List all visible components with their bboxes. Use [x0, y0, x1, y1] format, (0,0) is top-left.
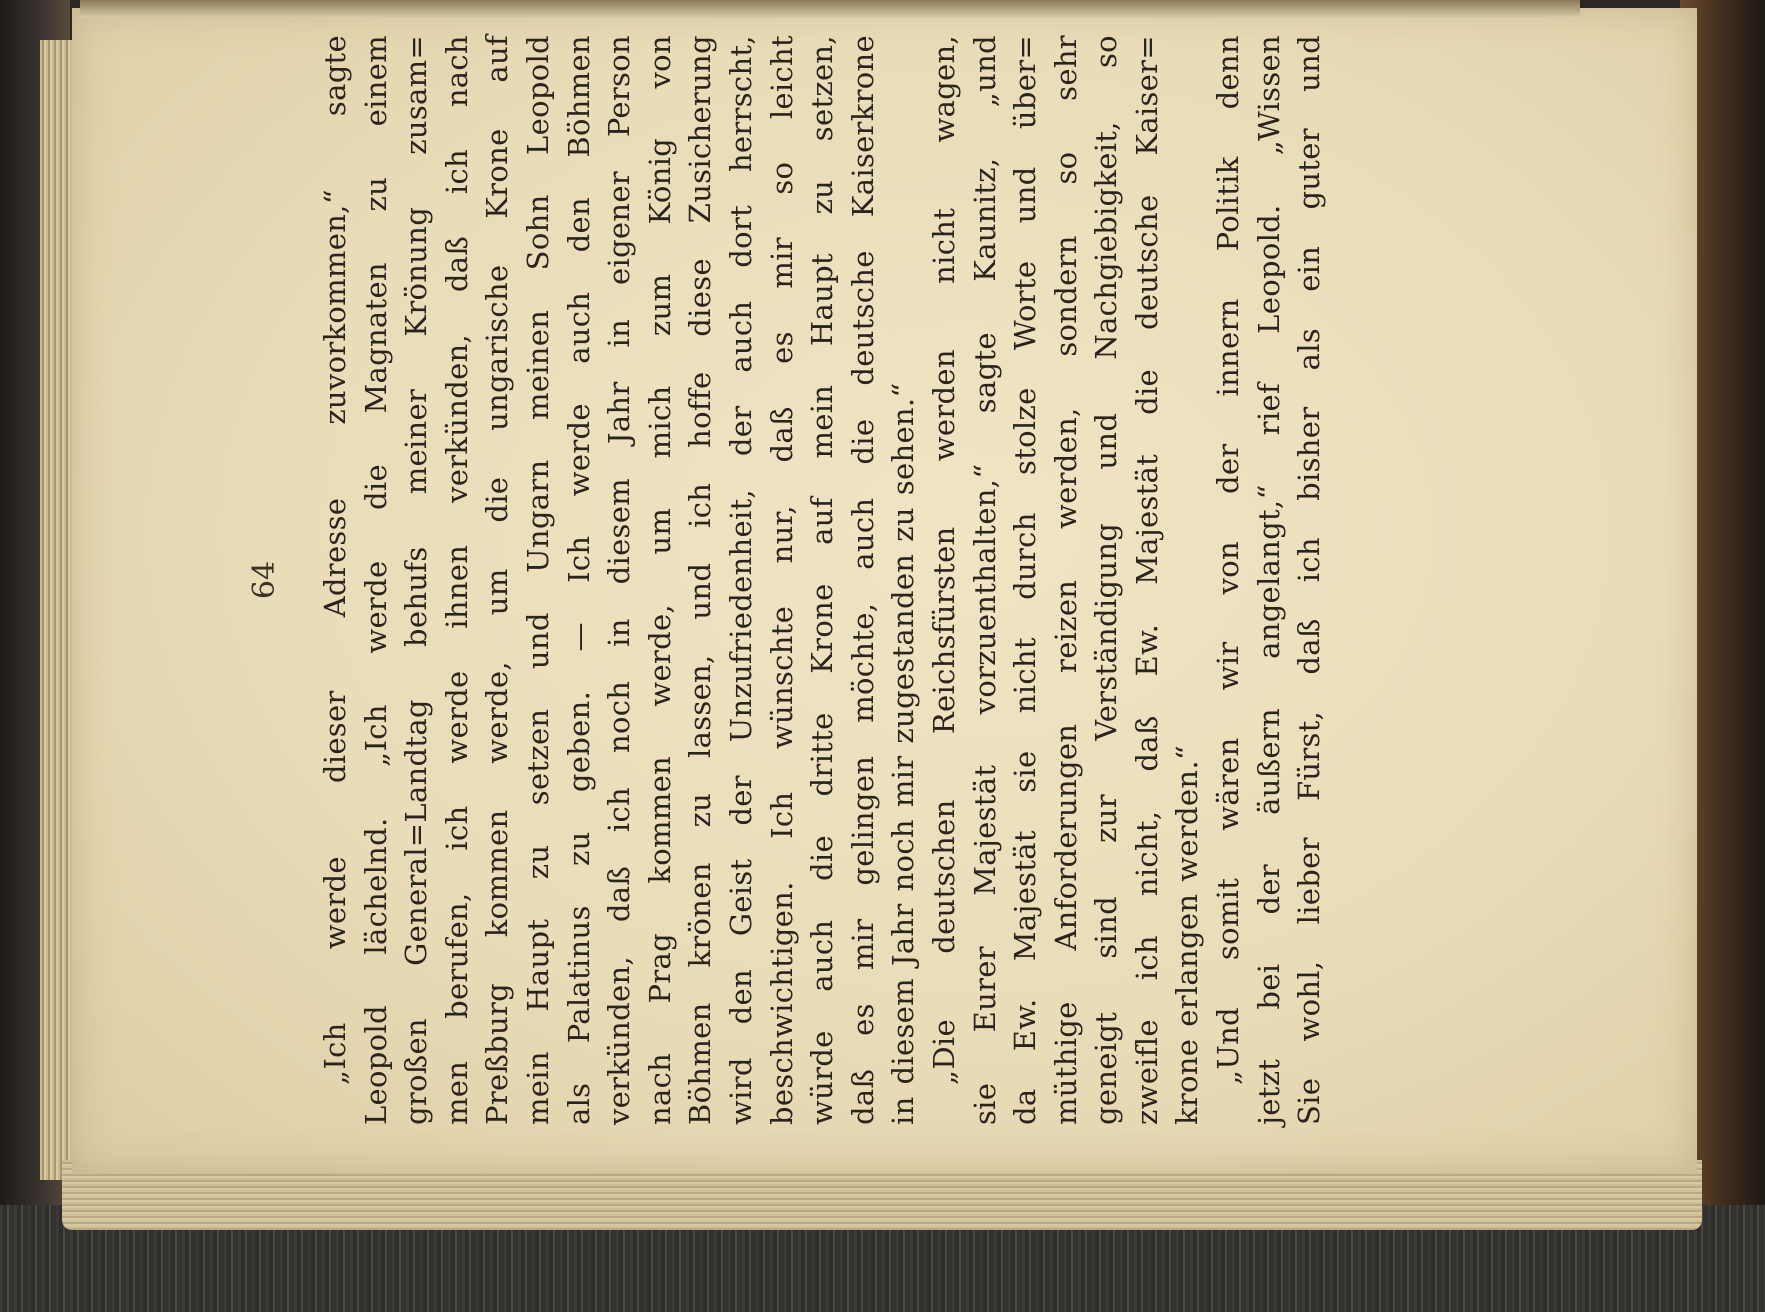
page-top-fold [80, 0, 1580, 18]
text-line: Böhmen krönen zu lassen, und ich hoffe diese Zusicherung [683, 35, 718, 1125]
text-line: sie Eurer Majestät vorzuenthalten,“ sagte Kaunitz, „und [967, 35, 1002, 1125]
text-line: krone erlangen werden.“ [1170, 744, 1205, 1125]
text-line: wird den Geist der Unzufriedenheit, der auch dort herrscht, [723, 35, 758, 1125]
text-line: da Ew. Majestät sie nicht durch stolze Worte und über= [1008, 35, 1043, 1125]
text-line: Leopold lächelnd. „Ich werde die Magnaten zu einem [358, 35, 393, 1125]
text-line: verkünden, daß ich noch in diesem Jahr in eigener Person [602, 35, 637, 1125]
text-line: jetzt bei der äußern angelangt,“ rief Leopold. „Wissen [1251, 35, 1286, 1125]
text-line: beschwichtigen. Ich wünschte nur, daß es mir so leicht [764, 35, 799, 1125]
text-line: als Palatinus zu geben. — Ich werde auch den Böhmen [561, 35, 596, 1125]
text-line: Sie wohl, lieber Fürst, daß ich bisher als ein guter und [1292, 35, 1327, 1125]
text-line: würde auch die dritte Krone auf mein Haupt zu setzen, [805, 35, 840, 1125]
text-line: müthige Anforderungen reizen werden, sondern so sehr [1048, 35, 1083, 1125]
text-line: zweifle ich nicht, daß Ew. Majestät die deutsche Kaiser= [1129, 35, 1164, 1125]
text-block [235, 35, 1395, 1125]
text-line: mein Haupt zu setzen und Ungarn meinen Sohn Leopold [520, 35, 555, 1125]
text-line: men berufen, ich werde ihnen verkünden, daß ich nach [439, 35, 474, 1125]
text-line: „Die deutschen Reichsfürsten werden nicht wagen, [926, 35, 961, 1085]
text-line: „Ich werde dieser Adresse zuvorkommen,“ sagte [318, 35, 352, 1085]
body-text [315, 35, 1330, 1125]
text-line: daß es mir gelingen möchte, auch die deutsche Kaiserkrone [845, 35, 880, 1125]
text-line: „Und somit wären wir von der innern Politik denn [1211, 35, 1246, 1085]
page-number: 64 [247, 560, 282, 600]
text-line: nach Prag kommen werde, um mich zum König von [642, 35, 677, 1125]
text-line: in diesem Jahr noch mir zugestanden zu sehen.“ [886, 382, 921, 1125]
text-line: geneigt sind zur Verständigung und Nachgiebigkeit, so [1089, 35, 1124, 1125]
text-line: Preßburg kommen werde, um die ungarische Krone auf [480, 35, 515, 1125]
text-line: großen General=Landtag behufs meiner Krönung zusam= [399, 35, 434, 1125]
